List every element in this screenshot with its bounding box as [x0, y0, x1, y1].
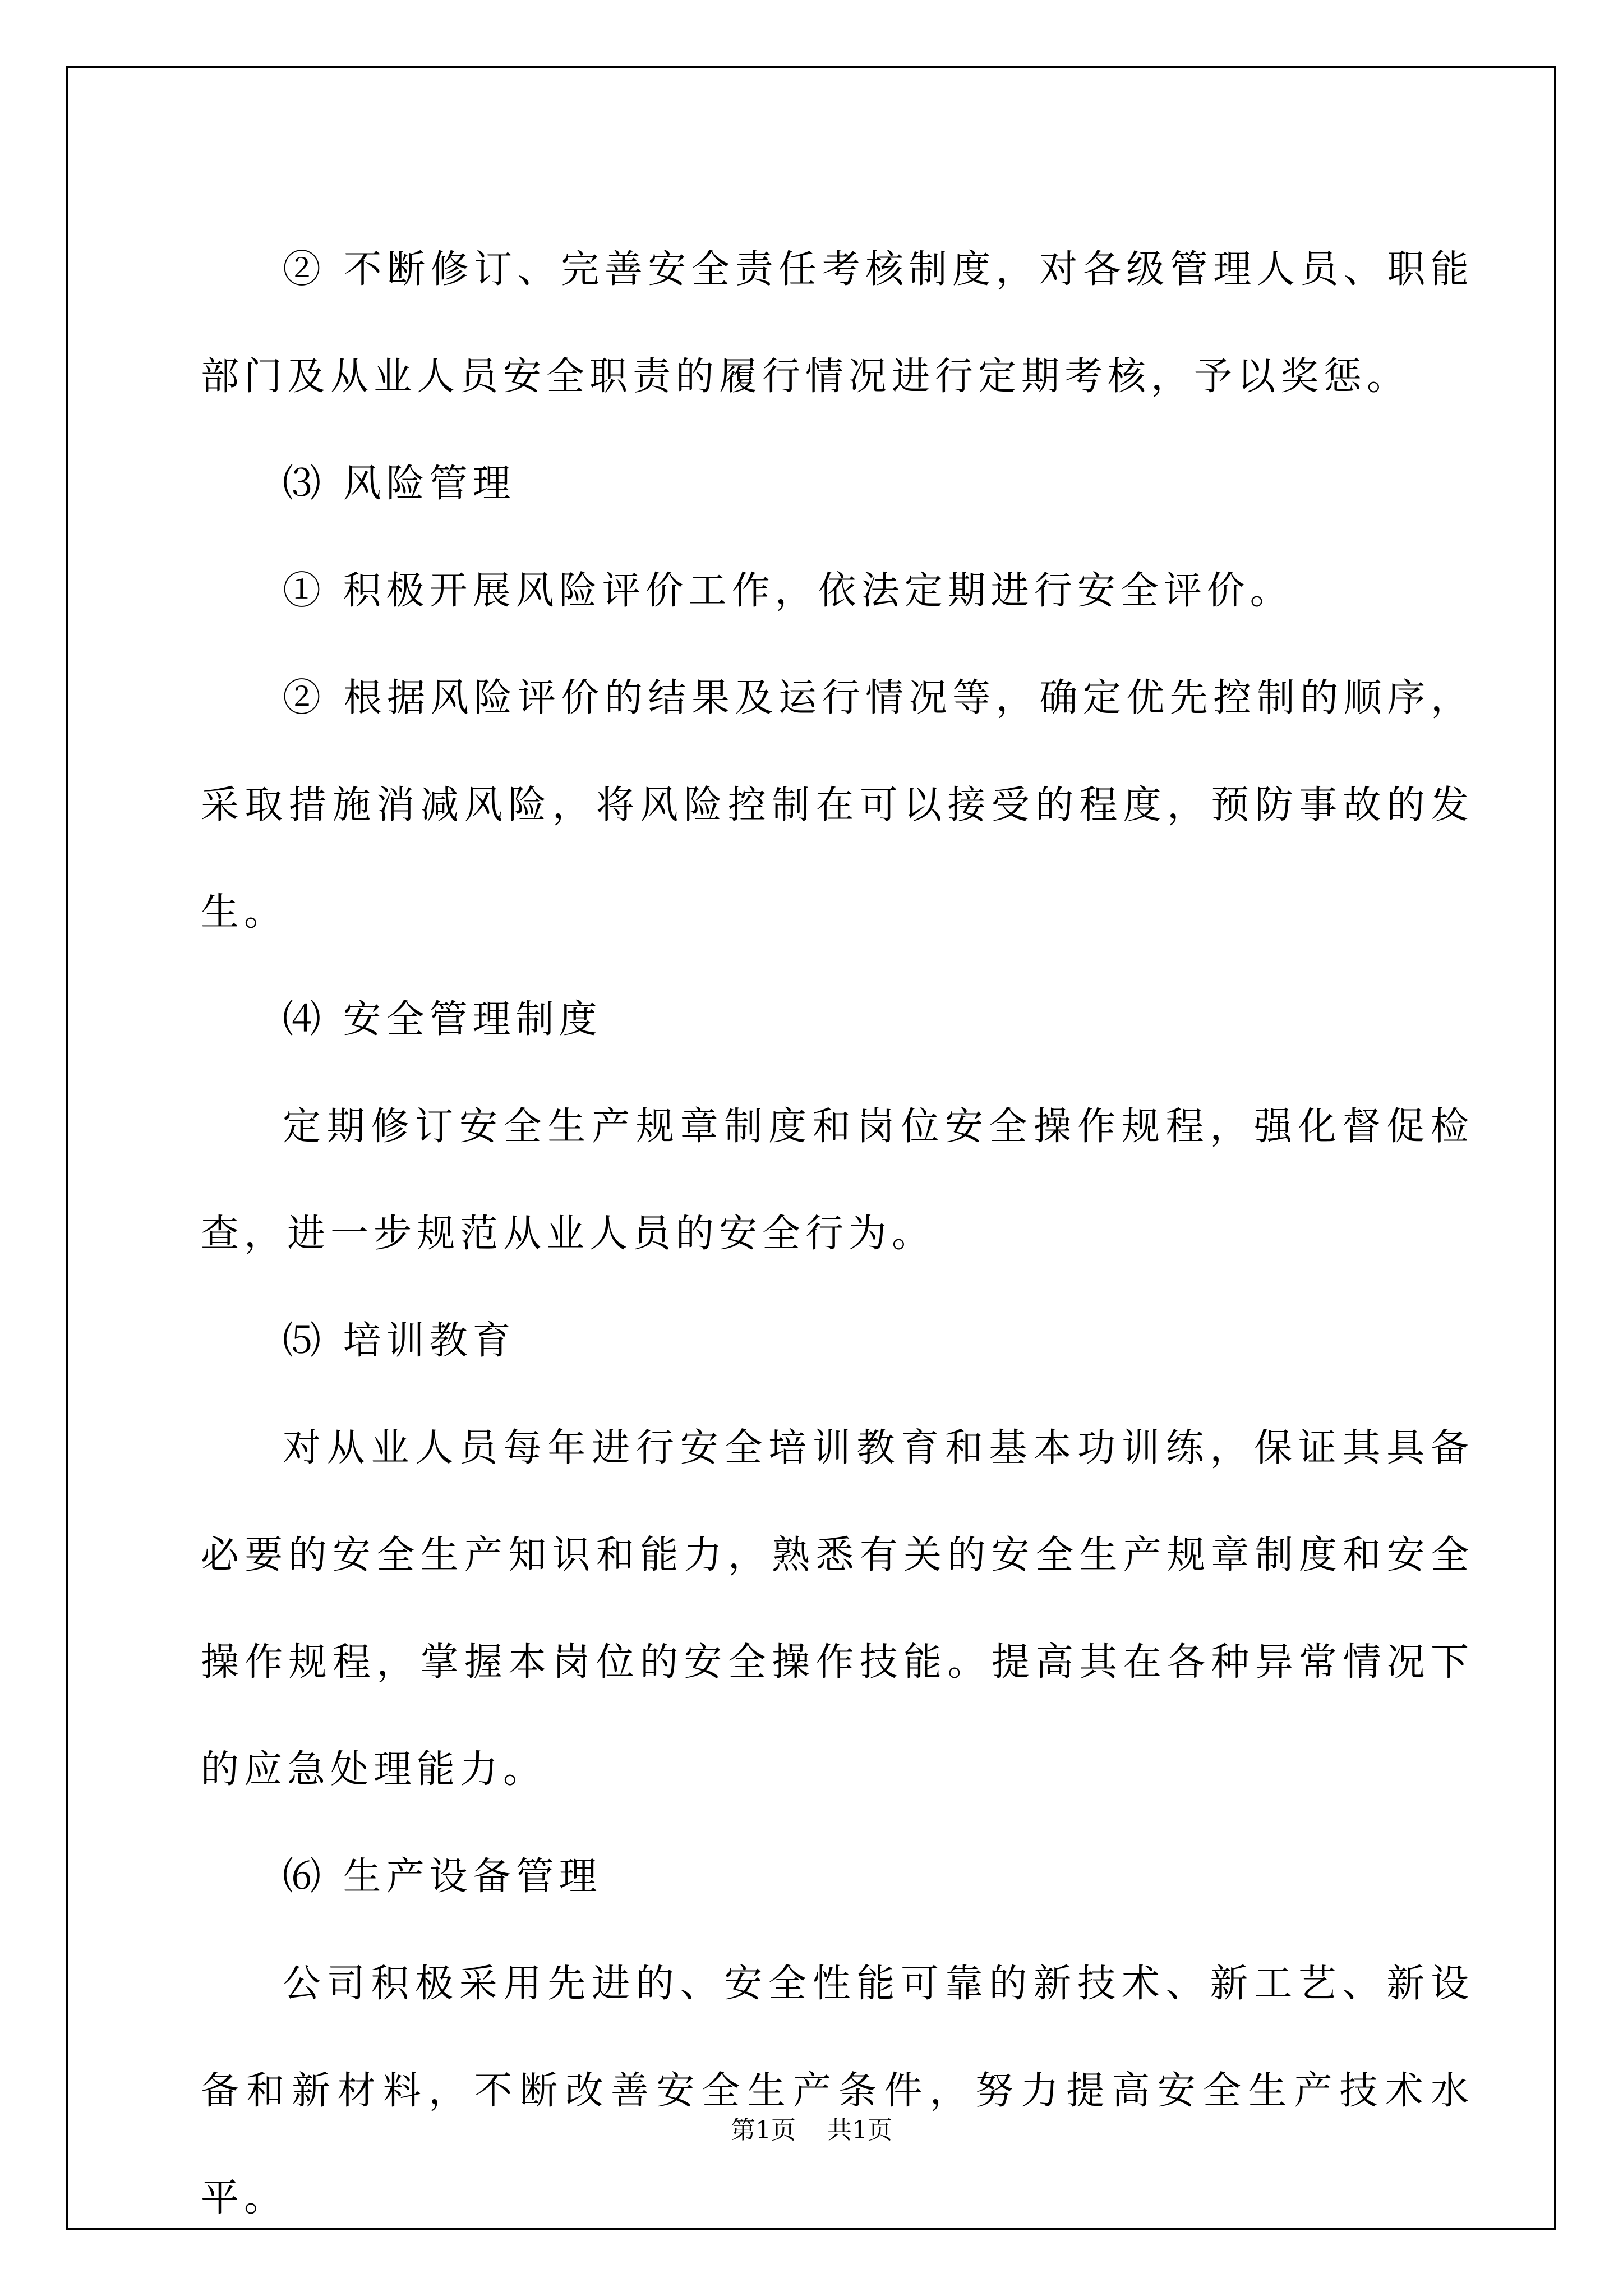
heading-training: ⑸ 培训教育	[283, 1319, 516, 1363]
document-body	[201, 216, 1474, 2252]
page-total: 共1页	[827, 2116, 892, 2145]
paragraph-training: 对从业人员每年进行安全培训教育和基本功训练，保证其具备必要的安全生产知识和能力，熟悉有关的安全生产规章制度和安全操作规程，掌握本岗位的安全操作技能。提高其在各种异常情况下的应急处理能力。	[201, 1426, 1474, 1792]
page-number: 第1页	[731, 2116, 796, 2145]
paragraph-risk-control: ② 根据风险评价的结果及运行情况等，确定优先控制的顺序，采取措施消减风险，将风险控制在可以接受的程度，预防事故的发生。	[201, 676, 1474, 935]
heading-safety-rules: ⑷ 安全管理制度	[283, 997, 602, 1042]
paragraph-risk-evaluation: ① 积极开展风险评价工作，依法定期进行安全评价。	[283, 569, 1293, 613]
heading-equipment-management: ⑹ 生产设备管理	[283, 1855, 602, 1899]
heading-risk-management: ⑶ 风险管理	[283, 462, 516, 506]
page-footer	[0, 2114, 1623, 2147]
paragraph-safety-rules: 定期修订安全生产规章制度和岗位安全操作规程，强化督促检查，进一步规范从业人员的安全行为。	[201, 1105, 1474, 1256]
paragraph-responsibility-assessment: ② 不断修订、完善安全责任考核制度，对各级管理人员、职能部门及从业人员安全职责的履行情况进行定期考核，予以奖惩。	[201, 247, 1474, 399]
paragraph-equipment-management: 公司积极采用先进的、安全性能可靠的新技术、新工艺、新设备和新材料，不断改善安全生产条件，努力提高安全生产技术水平。	[201, 1962, 1474, 2220]
